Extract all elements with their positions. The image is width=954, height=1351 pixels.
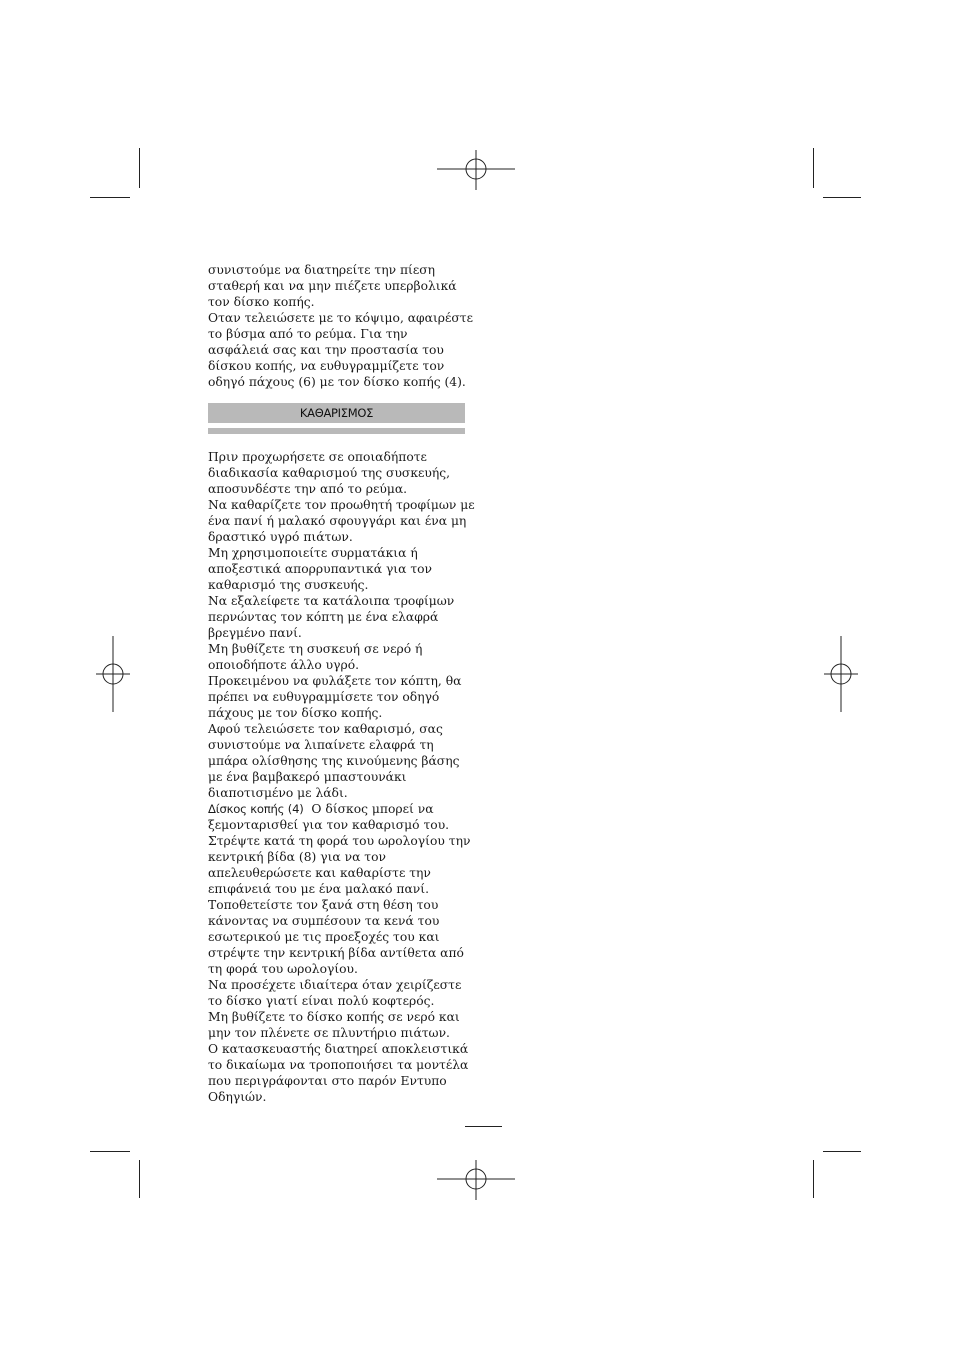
body-line: απελευθερώσετε και καθαρίστε την [208,866,431,880]
body-line: καθαρισμό της συσκευής. [208,578,369,592]
body-line: Προκειμένου να φυλάξετε τον κόπτη, θα [208,674,462,688]
body-line: Ο κατασκευαστής διατηρεί αποκλειστικά [208,1042,469,1056]
body-line: Μη χρησιμοποιείτε συρματάκια ή [208,546,418,560]
blade-lead-text: Ο δίσκος μπορεί να [311,802,434,816]
intro-paragraph [208,262,473,390]
section-heading: ΚΑΘΑΡΙΣΜΟΣ [208,403,465,423]
body-line: μπάρα ολίσθησης της κινούμενης βάσης [208,754,460,768]
intro-line: σταθερή και να μην πιέζετε υπερβολικά [208,279,457,293]
body-line: κεντρική βίδα (8) για να τον [208,850,386,864]
body-line: Στρέψτε κατά τη φορά του ωρολογίου την [208,834,471,848]
registration-mark-bottom [437,1160,515,1202]
body-line: περνώντας τον κόπτη με ένα ελαφρά [208,610,439,624]
crop-mark-bottom-left-vertical [139,1160,140,1198]
body-line: πρέπει να ευθυγραμμίσετε τον οδηγό [208,690,440,704]
registration-mark-top [437,150,515,192]
body-line: αποσυνδέστε την από το ρεύμα. [208,482,408,496]
intro-line: τον δίσκο κοπής. [208,295,315,309]
spacer [208,434,470,449]
body-line: με ένα βαμβακερό μπαστουνάκι [208,770,407,784]
body-line: οποιοδήποτε άλλο υγρό. [208,658,360,672]
intro-line: το βύσμα από το ρεύμα. Για την [208,327,408,341]
body-line: Αφού τελειώσετε τον καθαρισμό, σας [208,722,443,736]
body-line: διαποτισμένο με λάδι. [208,786,348,800]
registration-mark-left [96,636,130,712]
crop-mark-bottom-left-horizontal [90,1151,130,1152]
registration-mark-right [824,636,858,712]
crop-mark-bottom-right-vertical [813,1160,814,1198]
body-line: τη φορά του ωρολογίου. [208,962,358,976]
body-line: επιφάνειά του με ένα μαλακό πανί. [208,882,429,896]
body-line: Να καθαρίζετε τον προωθητή τροφίμων με [208,498,475,512]
intro-line: δίσκου κοπής, να ευθυγραμμίζετε τον [208,359,445,373]
body-line: πάχους με τον δίσκο κοπής. [208,706,383,720]
intro-line: ασφάλειά σας και την προστασία του [208,343,444,357]
body-line: συνιστούμε να λιπαίνετε ελαφρά τη [208,738,434,752]
intro-line: Οταν τελειώσετε με το κόψιμο, αφαιρέστε [208,311,473,325]
body-line: Πριν προχωρήσετε σε οποιαδήποτε [208,450,427,464]
body-line: Οδηγιών. [208,1090,267,1104]
body-line: μην τον πλένετε σε πλυντήριο πιάτων. [208,1026,450,1040]
lead-line [208,801,470,817]
intro-line: οδηγό πάχους (6) με τον δίσκο κοπής (4). [208,375,466,389]
body-line: αποξεστικά απορρυπαντικά για τον [208,562,433,576]
body-line: κάνοντας να συμπέσουν τα κενά του [208,914,440,928]
blade-lead-label: Δίσκος κοπής (4) [208,802,304,816]
body-line: το δικαίωμα να τροποποιήσει τα μοντέλα [208,1058,469,1072]
crop-mark-top-right-vertical [813,148,814,188]
body-line: δραστικό υγρό πιάτων. [208,530,353,544]
intro-line: συνιστούμε να διατηρείτε την πίεση [208,263,435,277]
body-line: Τοποθετείστε τον ξανά στη θέση του [208,898,439,912]
crop-mark-top-right-horizontal [823,197,861,198]
body-line: διαδικασία καθαρισμού της συσκευής, [208,466,451,480]
body-line: Να προσέχετε ιδιαίτερα όταν χειρίζεστε [208,978,462,992]
cleaning-paragraph [208,449,475,1105]
page-number-rule [465,1126,502,1127]
body-line: βρεγμένο πανί. [208,626,302,640]
body-line: ξεμονταρισθεί για τον καθαρισμό του. [208,818,450,832]
text-column [208,262,475,1105]
crop-mark-top-left-vertical [139,148,140,188]
crop-mark-top-left-horizontal [90,197,130,198]
body-line: Μη βυθίζετε τη συσκευή σε νερό ή [208,642,423,656]
crop-mark-bottom-right-horizontal [823,1151,861,1152]
body-line: εσωτερικού με τις προεξοχές του και [208,930,440,944]
body-line: που περιγράφονται στο παρόν Εντυπο [208,1074,447,1088]
body-line: στρέψτε την κεντρική βίδα αντίθετα από [208,946,464,960]
body-line: Να εξαλείφετε τα κατάλοιπα τροφίμων [208,594,455,608]
body-line: το δίσκο γιατί είναι πολύ κοφτερός. [208,994,435,1008]
body-line: ένα πανί ή μαλακό σφουγγάρι και ένα μη [208,514,467,528]
body-line: Μη βυθίζετε το δίσκο κοπής σε νερό και [208,1010,460,1024]
